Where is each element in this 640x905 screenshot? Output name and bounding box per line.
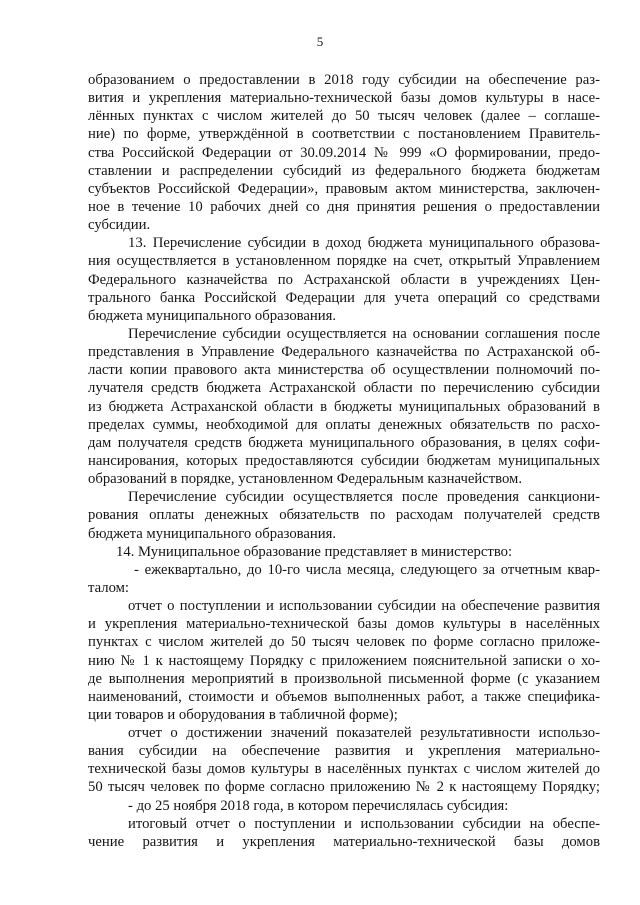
text-line: талом: [88, 579, 130, 596]
text-line: вития и укрепления материально-технической базы домов культуры в насе- [88, 90, 600, 107]
text-line: 14. Муниципальное образование представляет в министерство: [116, 543, 513, 560]
text-line: ции товаров и оборудования в табличной форме); [88, 706, 398, 723]
text-line: итоговый отчет о поступлении и использовании субсидии на обеспе- [128, 815, 600, 832]
text-line: ласти копии правового акта министерства об осуществлении полномочий по- [88, 362, 600, 379]
text-line: отчет о поступлении и использовании субсидии на обеспечение развития [128, 598, 600, 615]
body-text [88, 71, 600, 851]
text-line: отчет о достижении значений показателей результативности использо- [128, 725, 600, 742]
text-line: бюджета муниципального образования. [88, 307, 337, 324]
text-line: пунктах с числом жителей до 50 тысяч человек по форме согласно приложе- [88, 634, 600, 651]
page-number: 5 [316, 34, 324, 49]
text-line: технической базы домов культуры в населённых пунктах с числом жителей до [88, 761, 600, 778]
text-line: нансирования, которых предоставляются субсидии бюджетам муниципальных [88, 452, 600, 469]
text-line: лённых пунктах с числом жителей до 50 тысяч человек (далее – соглаше- [88, 108, 600, 125]
text-line: трального банка Российской Федерации для учета операций со средствами [88, 289, 600, 306]
text-line: чение развития и укрепления материально-технической базы домов [88, 833, 600, 850]
text-line: нию № 1 к настоящему Порядку с приложением пояснительной записки о хо- [88, 652, 600, 669]
text-line: ния осуществляется в установленном порядке на счет, открытый Управлением [88, 253, 600, 270]
text-line: рования оплаты денежных обязательств по расходам получателей средств [88, 507, 600, 524]
text-line: образованием о предоставлении в 2018 году субсидии на обеспечение раз- [88, 72, 600, 88]
text-line: из бюджета Астраханской области в бюджеты муниципальных образований в [88, 398, 600, 415]
text-line: пределах суммы, необходимой для оплаты денежных обязательств по расхо- [88, 416, 600, 433]
text-line: ства Российской Федерации от 30.09.2014 № 999 «О формировании, предо- [88, 144, 600, 161]
text-line: и укрепления материально-технической базы домов культуры в населённых [88, 616, 600, 633]
text-line: - ежеквартально, до 10-го числа месяца, следующего за отчетным квар- [134, 561, 600, 578]
text-line: представления в Управление Федерального казначейства по Астраханской об- [88, 344, 600, 361]
text-line: 13. Перечисление субсидии в доход бюджета муниципального образова- [128, 235, 600, 252]
text-line: Федерального казначейства по Астраханской области в учреждениях Цен- [88, 271, 600, 288]
text-line: бюджета муниципального образования. [88, 525, 337, 542]
text-line: вания субсидии на обеспечение развития и укрепления материально- [88, 743, 600, 760]
text-line: де выполнения мероприятий в произвольной письменной форме (с указанием [88, 670, 600, 687]
text-line: наименований, стоимости и объемов выполненных работ, а также специфика- [88, 688, 600, 705]
text-line: ставлении и распределении субсидий из федерального бюджета бюджетам [88, 162, 600, 179]
text-line: ние) по форме, утверждённой в соответствии с постановлением Правитель- [88, 126, 600, 143]
text-line: лучателя средств бюджета Астраханской области по перечислению субсидии [88, 380, 600, 397]
text-line: - до 25 ноября 2018 года, в котором перечислялась субсидия: [128, 797, 509, 814]
text-line: дам получателя средств бюджета муниципального образования, в целях софи- [88, 434, 600, 451]
text-line: Перечисление субсидии осуществляется после проведения санкциони- [128, 489, 600, 506]
text-line: субсидии. [88, 217, 151, 234]
text-line: образований в порядке, установленном Федеральным казначейством. [88, 471, 523, 488]
text-line: 50 тысяч человек по форме согласно приложению № 2 к настоящему Порядку; [88, 779, 600, 796]
text-line: субъектов Российской Федерации», правовым актом министерства, заключен- [88, 180, 600, 197]
text-line: ное в течение 10 рабочих дней со дня принятия решения о предоставлении [88, 198, 600, 215]
text-line: Перечисление субсидии осуществляется на основании соглашения после [128, 325, 600, 342]
